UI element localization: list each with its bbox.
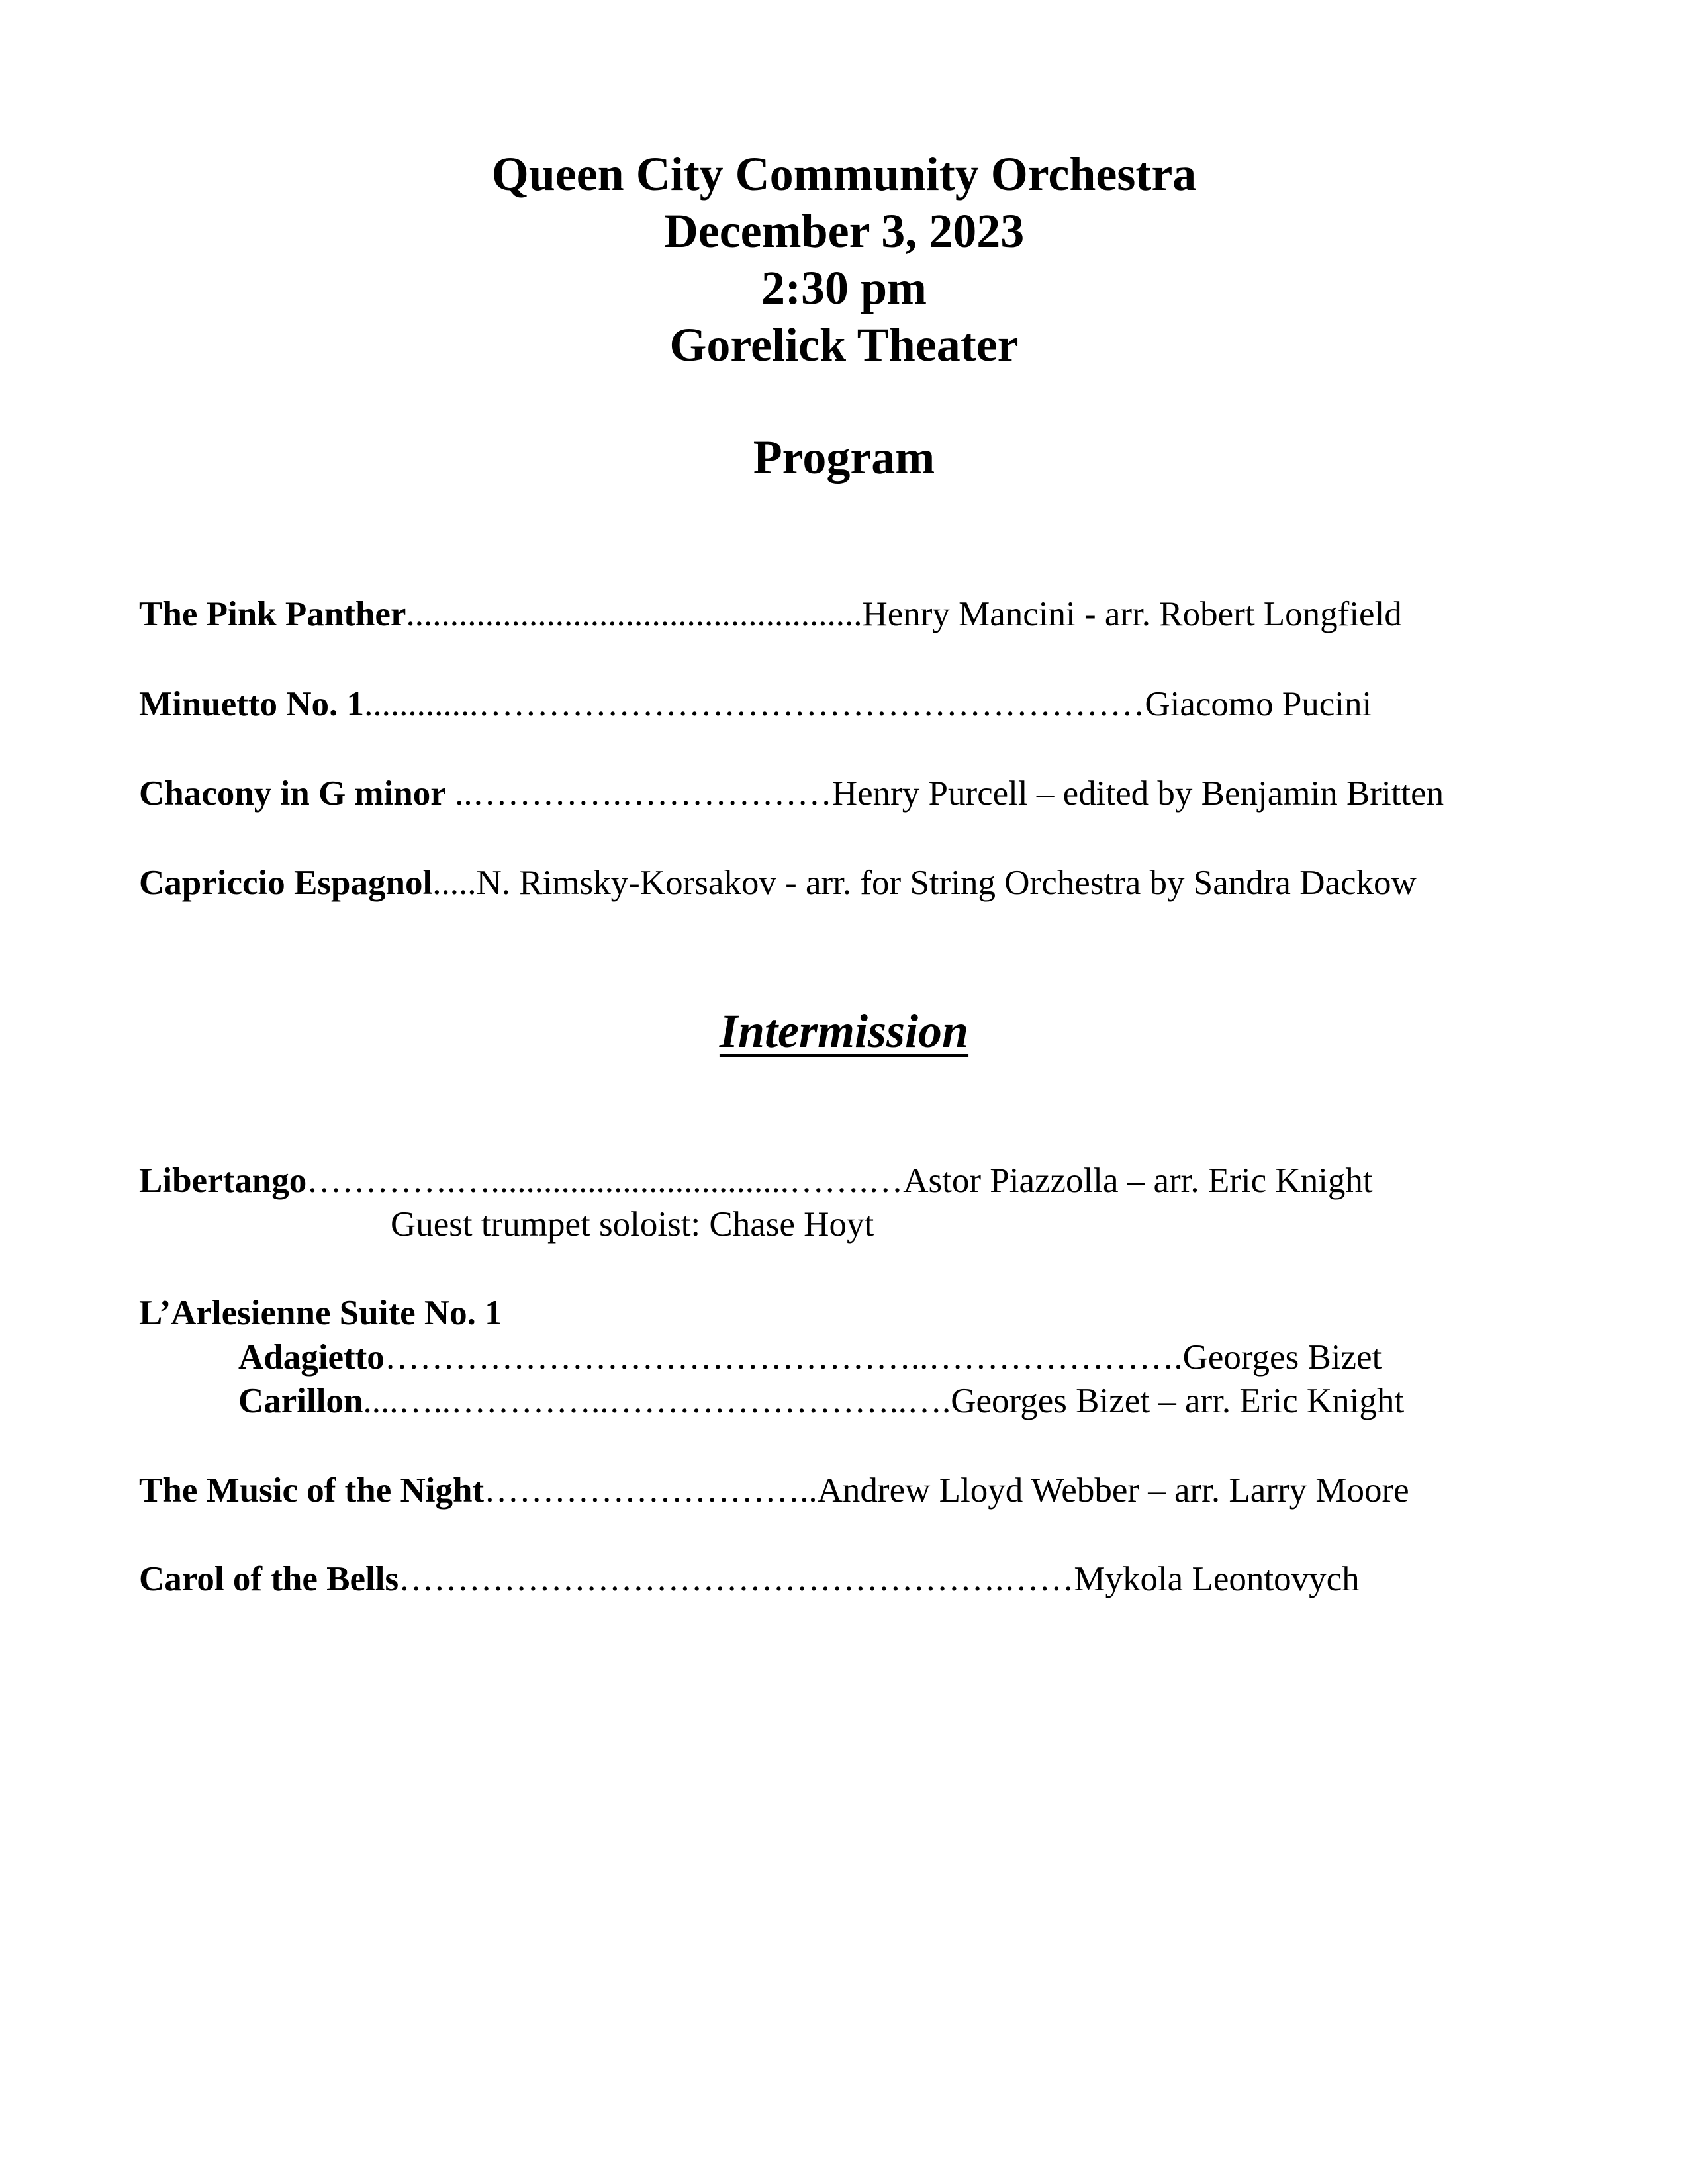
dot-leader: .................................................... — [406, 595, 863, 633]
orchestra-name: Queen City Community Orchestra — [491, 148, 1197, 201]
concert-date: December 3, 2023 — [663, 205, 1025, 257]
program-item-pink-panther — [139, 593, 1402, 635]
program-item-minuetto — [139, 683, 1372, 725]
program-item-capriccio — [139, 862, 1417, 904]
piece-composer: Henry Purcell – edited by Benjamin Britten — [831, 774, 1444, 813]
piece-composer: Andrew Lloyd Webber – arr. Larry Moore — [817, 1471, 1409, 1510]
suite-title-row — [139, 1292, 502, 1334]
program-item-chacony — [139, 772, 1444, 815]
suite-title: L’Arlesienne Suite No. 1 — [139, 1294, 502, 1332]
piece-title: Minuetto No. 1 — [139, 685, 365, 723]
dot-leader: ………………………………………..…………………. — [384, 1338, 1183, 1377]
program-item-music-of-the-night — [139, 1469, 1409, 1512]
program-item-carol-of-the-bells — [139, 1558, 1360, 1600]
concert-time: 2:30 pm — [761, 261, 927, 314]
piece-title: Capriccio Espagnol — [139, 864, 433, 902]
movement-composer: Georges Bizet – arr. Eric Knight — [951, 1382, 1405, 1420]
piece-title: Chacony in G minor — [139, 774, 446, 813]
piece-title: The Pink Panther — [139, 595, 406, 633]
movement-title: Adagietto — [238, 1338, 385, 1377]
piece-composer: Mykola Leontovych — [1074, 1560, 1360, 1598]
piece-composer: Henry Mancini - arr. Robert Longfield — [862, 595, 1402, 633]
piece-title: Carol of the Bells — [139, 1560, 399, 1598]
dot-leader: ……………………….. — [484, 1471, 818, 1510]
dot-leader: ………….…..................................…….… — [306, 1161, 904, 1200]
movement-title: Carillon — [238, 1382, 363, 1420]
concert-venue: Gorelick Theater — [669, 318, 1019, 371]
piece-composer: Astor Piazzolla – arr. Eric Knight — [903, 1161, 1373, 1200]
concert-header — [0, 146, 1688, 373]
guest-soloist: Guest trumpet soloist: Chase Hoyt — [391, 1205, 874, 1244]
movement-composer: Georges Bizet — [1182, 1338, 1382, 1377]
program-heading: Program — [753, 431, 935, 484]
dot-leader: .............………………………………………………… — [364, 685, 1145, 723]
movement-adagietto — [238, 1336, 1382, 1379]
dot-leader: …………………………………………….…… — [399, 1560, 1074, 1598]
movement-carillon — [238, 1380, 1404, 1422]
piece-composer: Giacomo Pucini — [1145, 685, 1372, 723]
program-item-libertango — [139, 1160, 1373, 1202]
piece-composer: N. Rimsky-Korsakov - arr. for String Orchestra by Sandra Dackow — [476, 864, 1417, 902]
intermission-heading: Intermission — [719, 1005, 969, 1058]
dot-leader: ....…..…………..……………………..…. — [363, 1382, 951, 1420]
dot-leader: ..... — [432, 864, 477, 902]
dot-leader: ..………….……………… — [445, 774, 832, 813]
piece-title: The Music of the Night — [139, 1471, 485, 1510]
piece-title: Libertango — [139, 1161, 307, 1200]
